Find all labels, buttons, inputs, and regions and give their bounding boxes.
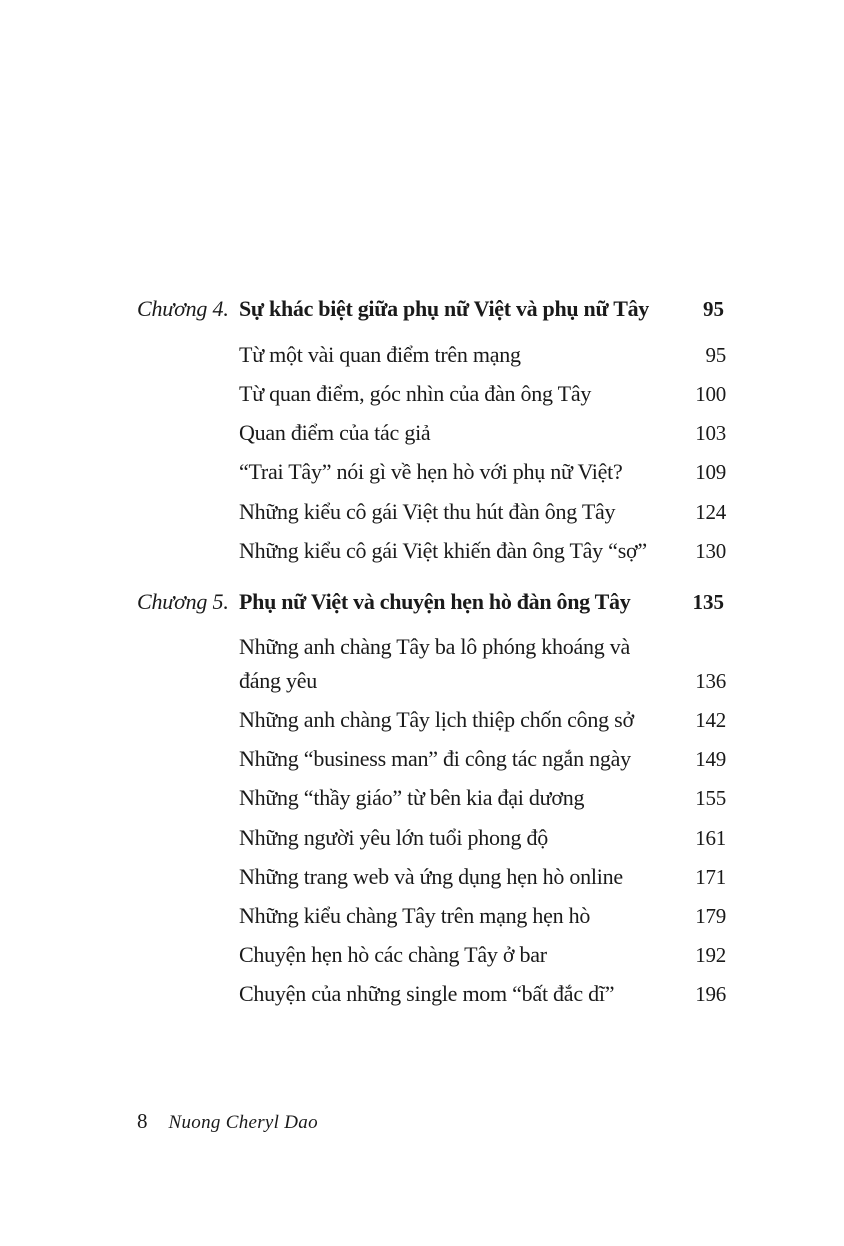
toc-entry-page: 130 <box>695 539 726 563</box>
toc-entry-title: Những kiểu cô gái Việt thu hút đàn ông Tây <box>239 499 616 524</box>
chapter-heading <box>0 293 844 325</box>
toc-entry-page: 100 <box>695 382 726 406</box>
toc-entry-title: Những người yêu lớn tuổi phong độ <box>239 825 548 850</box>
toc-entry <box>239 455 726 489</box>
toc-entry <box>239 338 726 372</box>
toc-entry-page: 136 <box>695 669 726 693</box>
toc-entry-title: “Trai Tây” nói gì về hẹn hò với phụ nữ Việt? <box>239 459 623 484</box>
chapter-page-number: 135 <box>692 590 724 614</box>
chapter-page-number: 95 <box>703 297 724 321</box>
toc-entry-title: Những trang web và ứng dụng hẹn hò online <box>239 864 623 889</box>
toc-entry <box>239 703 726 737</box>
toc-entry-page: 149 <box>695 747 726 771</box>
author-name: Nuong Cheryl Dao <box>168 1112 318 1133</box>
toc-entry-page: 95 <box>705 343 726 367</box>
toc-entry-title: Những “business man” đi công tác ngắn ngày <box>239 746 631 771</box>
toc-entry-page: 103 <box>695 421 726 445</box>
toc-entry-title: Những anh chàng Tây lịch thiệp chốn công sở <box>239 707 634 732</box>
toc-entry <box>239 495 726 529</box>
toc-entry <box>239 977 726 1011</box>
chapter-title: Sự khác biệt giữa phụ nữ Việt và phụ nữ Tây <box>239 296 649 321</box>
toc-entry-page: 142 <box>695 708 726 732</box>
toc-entry <box>239 781 726 815</box>
toc-entry-title: Chuyện hẹn hò các chàng Tây ở bar <box>239 942 547 967</box>
toc-entry-title: Quan điểm của tác giả <box>239 420 431 445</box>
toc-entry-page: 161 <box>695 826 726 850</box>
chapter-title: Phụ nữ Việt và chuyện hẹn hò đàn ông Tây <box>239 589 631 614</box>
toc-entry <box>239 938 726 972</box>
page-number: 8 <box>137 1109 148 1133</box>
toc-entry <box>239 630 726 698</box>
toc-entry-page: 196 <box>695 982 726 1006</box>
toc-entry-title: Những kiểu chàng Tây trên mạng hẹn hò <box>239 903 591 928</box>
toc-entry-page: 124 <box>695 500 726 524</box>
toc-entry <box>239 860 726 894</box>
toc-entry-title: Từ quan điểm, góc nhìn của đàn ông Tây <box>239 381 592 406</box>
toc-entry <box>239 534 726 568</box>
chapter-label: Chương 4. <box>137 296 229 321</box>
toc-entry <box>239 416 726 450</box>
toc-entry-title: Từ một vài quan điểm trên mạng <box>239 342 521 367</box>
toc-entry-title: Chuyện của những single mom “bất đắc dĩ” <box>239 981 615 1006</box>
toc-entry-page: 109 <box>695 460 726 484</box>
page-footer <box>137 1107 318 1137</box>
toc-entry <box>239 899 726 933</box>
toc-entry <box>239 377 726 411</box>
toc-entry-page: 179 <box>695 904 726 928</box>
toc-entry-title: Những anh chàng Tây ba lô phóng khoáng và đáng yêu <box>239 634 631 693</box>
chapter-label: Chương 5. <box>137 589 229 614</box>
toc-entry <box>239 742 726 776</box>
toc-entry <box>239 821 726 855</box>
toc-entry-page: 155 <box>695 786 726 810</box>
toc-entry-title: Những kiểu cô gái Việt khiến đàn ông Tây “sợ” <box>239 538 647 563</box>
chapter-heading <box>0 586 844 618</box>
toc-entry-page: 192 <box>695 943 726 967</box>
toc-entry-page: 171 <box>695 865 726 889</box>
toc-entry-title: Những “thầy giáo” từ bên kia đại dương <box>239 785 585 810</box>
